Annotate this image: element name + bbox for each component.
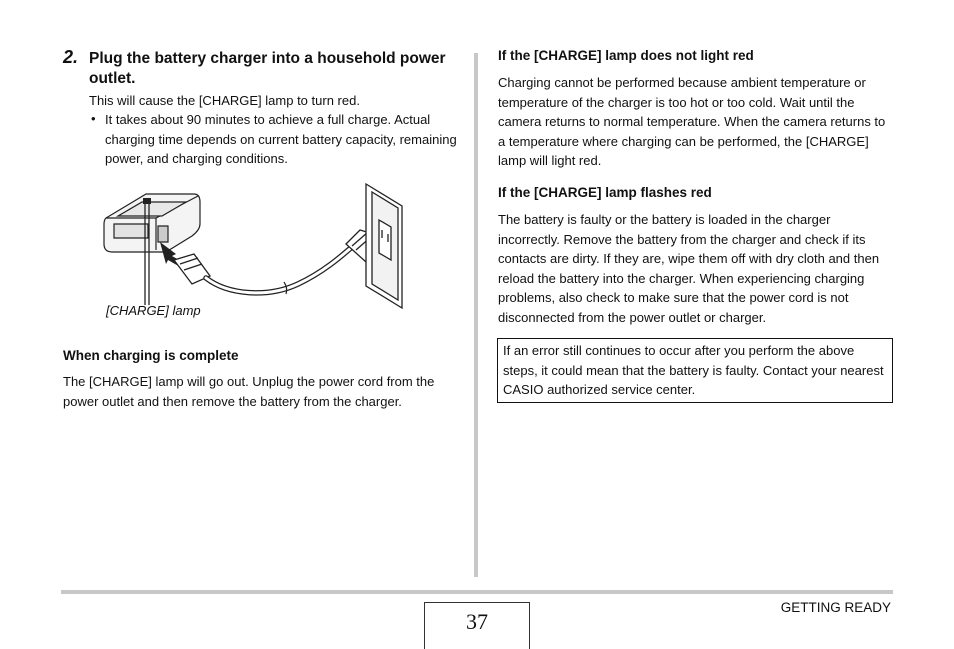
lamp-flashes-heading: If the [CHARGE] lamp flashes red (498, 185, 712, 200)
column-divider (474, 53, 478, 577)
service-note-box: If an error still continues to occur after you perform the above steps, it could mean that the battery is faulty. Contact your nearest CASIO authorized service center. (497, 338, 893, 403)
charger-illustration (98, 180, 408, 315)
step-number: 2. (63, 47, 79, 67)
step-description: This will cause the [CHARGE] lamp to turn red. (89, 93, 360, 108)
charging-complete-heading: When charging is complete (63, 348, 239, 363)
power-outlet (366, 184, 402, 308)
lamp-not-red-heading: If the [CHARGE] lamp does not light red (498, 48, 754, 63)
page-number: 37 (424, 602, 530, 649)
figure-caption: [CHARGE] lamp (106, 303, 201, 318)
section-label: GETTING READY (780, 600, 891, 615)
lamp-flashes-text: The battery is faulty or the battery is loaded in the charger incorrectly. Remove the battery from the charger and check if its contacts are dirty. If they are, wipe them off with dry cloth and then reload the battery into the charger. When experiencing charging problems, also check to make sure that the power cord is not disconnected from the power outlet or charger. (498, 212, 880, 325)
charging-complete-text: The [CHARGE] lamp will go out. Unplug the power cord from the power outlet and then remove the battery from the charger. (63, 374, 435, 409)
bullet-marker: • (91, 111, 96, 126)
footer-rule (61, 590, 893, 594)
step-title: Plug the battery charger into a household power outlet. (89, 50, 446, 87)
power-cord (206, 240, 360, 293)
bullet-text: It takes about 90 minutes to achieve a full charge. Actual charging time depends on current battery capacity, remaining power, and charging conditions. (105, 112, 457, 166)
charger-body (104, 194, 200, 252)
lamp-not-red-text: Charging cannot be performed because ambient temperature or temperature of the charger is too hot or too cold. Wait until the camera returns to normal temperature. When the camera returns to a temperature where charging can be performed, the [CHARGE] lamp will light red. (498, 75, 886, 168)
